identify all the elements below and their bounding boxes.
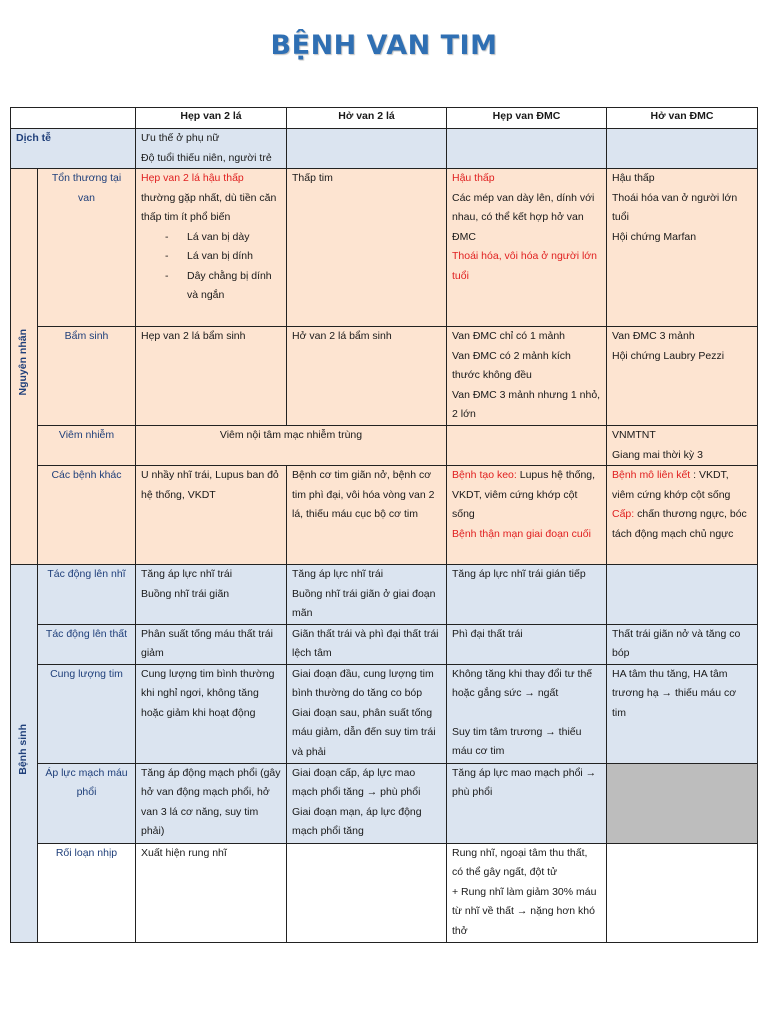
row-bam-sinh	[11, 327, 758, 426]
header-mitral-regurgitation: Hở van 2 lá	[287, 108, 447, 129]
ton-thuong-aortic-regurgitation	[607, 169, 758, 327]
cell-line: Hội chứng Laubry Pezzi	[612, 349, 725, 362]
cell-line: Buồng nhĩ trái giãn ở giai đoạn mãn	[292, 587, 436, 619]
ap-luc-mitral-stenosis: Tăng áp động mạch phổi (gây hở van động mạch phổi, hở van 3 lá cơ năng, suy tim phải)	[136, 763, 287, 843]
that-aortic-regurgitation: Thất trái giãn nở và tăng co bóp	[607, 624, 758, 664]
that-mitral-stenosis: Phân suất tống máu thất trái giảm	[136, 624, 287, 664]
cell-empty	[607, 129, 758, 169]
row-label-cung-luong: Cung lượng tim	[38, 664, 136, 763]
cell-line: Hội chứng Marfan	[612, 230, 697, 243]
red-text: Hậu thấp	[452, 172, 495, 184]
cell-line: Van ĐMC 3 mảnh	[612, 330, 695, 342]
row-label-that: Tác động lên thất	[38, 624, 136, 664]
cell-line: Giai đoạn sau, phân suất tống máu giảm, dẫn đến suy tim trái và phải	[292, 706, 436, 758]
dash-item: - Lá van bị dính	[165, 250, 253, 262]
ton-thuong-aortic-stenosis	[447, 169, 607, 327]
row-cung-luong	[11, 664, 758, 763]
cell-line: + Rung nhĩ làm giảm 30% máu từ nhĩ về thất → nặng hơn khó thở	[452, 885, 597, 937]
cung-luong-aortic-stenosis	[447, 664, 607, 763]
page-title: BỆNH VAN TIM	[270, 30, 498, 61]
header-aortic-stenosis: Hẹp van ĐMC	[447, 108, 607, 129]
group-label-text: Bệnh sinh	[17, 724, 30, 775]
bam-sinh-mitral-regurgitation: Hở van 2 lá bẩm sinh	[287, 327, 447, 426]
header-row	[11, 108, 758, 129]
row-ton-thuong	[11, 169, 758, 327]
roi-loan-aortic-regurgitation	[607, 843, 758, 942]
cell-text: Các mép van dày lên, dính với nhau, có thể kết hợp hở van ĐMC	[452, 191, 595, 243]
cung-luong-mitral-stenosis: Cung lượng tim bình thường khi nghỉ ngơi, không tăng hoặc giảm khi hoạt động	[136, 664, 287, 763]
that-aortic-stenosis: Phì đại thất trái	[447, 624, 607, 664]
cell-line: Bệnh tạo keo: Lupus hệ thống, VKDT, viêm cứng khớp cột sống	[452, 469, 596, 520]
header-mitral-stenosis: Hẹp van 2 lá	[136, 108, 287, 129]
cell-line: Thoái hóa van ở người lớn tuổi	[612, 191, 738, 223]
cell-line: Hậu thấp	[612, 172, 655, 184]
benh-khac-aortic-stenosis	[447, 466, 607, 565]
red-text: Hẹp van 2 lá hậu thấp	[141, 172, 244, 184]
row-label-dich-te: Dịch tễ	[11, 129, 136, 169]
row-roi-loan	[11, 843, 758, 942]
dich-te-line: Độ tuổi thiếu niên, người trẻ	[141, 151, 272, 164]
row-label-nhi: Tác động lên nhĩ	[38, 565, 136, 625]
cell-line: Giai đoạn đầu, cung lượng tim bình thường do tăng co bóp	[292, 667, 434, 699]
viem-nhiem-merged: Viêm nội tâm mạc nhiễm trùng	[136, 426, 447, 466]
ap-luc-aortic-stenosis: Tăng áp lực mao mạch phổi → phù phổi	[447, 763, 607, 843]
cell-empty	[447, 426, 607, 466]
bam-sinh-mitral-stenosis: Hẹp van 2 lá bẩm sinh	[136, 327, 287, 426]
benh-khac-mitral-stenosis: U nhầy nhĩ trái, Lupus ban đỏ hệ thống, VKDT	[136, 466, 287, 565]
group-label-text: Nguyên nhân	[17, 329, 30, 396]
cell-text: thường gặp nhất, dù tiền căn thấp tim ít phổ biến	[141, 191, 277, 223]
bam-sinh-aortic-regurgitation	[607, 327, 758, 426]
nhi-aortic-stenosis: Tăng áp lực nhĩ trái gián tiếp	[447, 565, 607, 625]
that-mitral-regurgitation: Giãn thất trái và phì đại thất trái lệch tâm	[287, 624, 447, 664]
cell-line: Giang mai thời kỳ 3	[612, 448, 703, 461]
cell-line: Cấp: chấn thương ngực, bóc tách động mạch chủ ngực	[612, 508, 747, 540]
ton-thuong-mitral-regurgitation: Thấp tim	[287, 169, 447, 327]
red-text: Bệnh thận mạn giai đoạn cuối	[452, 527, 591, 540]
viem-nhiem-aortic-regurgitation	[607, 426, 758, 466]
dich-te-line: Ưu thế ở phụ nữ	[141, 132, 220, 144]
cell-line: Bệnh mô liên kết : VKDT, viêm cứng khớp cột sống	[612, 469, 731, 501]
cell-line: Giai đoạn cấp, áp lực mao mạch phổi tăng → phù phổi	[292, 766, 421, 798]
ap-luc-mitral-regurgitation	[287, 763, 447, 843]
cell-line: Tăng áp lực nhĩ trái	[292, 568, 384, 580]
nhi-mitral-stenosis	[136, 565, 287, 625]
row-label-ton-thuong: Tổn thương tại van	[38, 169, 136, 327]
dich-te-mitral-stenosis	[136, 129, 287, 169]
row-that	[11, 624, 758, 664]
cell-line: Không tăng khi thay đổi tư thế hoặc gắng sức → ngất	[452, 667, 593, 699]
row-viem-nhiem	[11, 426, 758, 466]
nhi-mitral-regurgitation	[287, 565, 447, 625]
ton-thuong-mitral-stenosis	[136, 169, 287, 327]
header-blank	[11, 108, 136, 129]
bam-sinh-aortic-stenosis	[447, 327, 607, 426]
row-nhi	[11, 565, 758, 625]
cell-line: Van ĐMC có 2 mảnh kích thước không đều	[452, 349, 571, 381]
row-label-roi-loan: Rối loạn nhịp	[38, 843, 136, 942]
roi-loan-aortic-stenosis	[447, 843, 607, 942]
dash-item: - Dây chằng bị dính và ngắn	[165, 269, 272, 301]
dash-item: - Lá van bị dày	[165, 230, 250, 243]
cell-line: Suy tim tâm trương → thiếu máu cơ tim	[452, 725, 582, 757]
nhi-aortic-regurgitation	[607, 565, 758, 625]
cell-line: Buồng nhĩ trái giãn	[141, 587, 230, 600]
cell-line: Van ĐMC 3 mảnh nhưng 1 nhỏ, 2 lớn	[452, 388, 601, 420]
row-dich-te	[11, 129, 758, 169]
valve-disease-table	[10, 107, 758, 943]
cell-line: Tăng áp lực nhĩ trái	[141, 568, 233, 580]
cung-luong-aortic-regurgitation: HA tâm thu tăng, HA tâm trương hạ → thiếu máu cơ tim	[607, 664, 758, 763]
roi-loan-mitral-stenosis: Xuất hiện rung nhĩ	[136, 843, 287, 942]
cell-line: VNMTNT	[612, 429, 656, 441]
roi-loan-mitral-regurgitation	[287, 843, 447, 942]
cell-empty	[287, 129, 447, 169]
header-aortic-regurgitation: Hở van ĐMC	[607, 108, 758, 129]
row-label-viem-nhiem: Viêm nhiễm	[38, 426, 136, 466]
cell-line: Giai đoạn mạn, áp lực động mạch phổi tăng	[292, 805, 422, 837]
benh-khac-aortic-regurgitation	[607, 466, 758, 565]
cell-line: Rung nhĩ, ngoại tâm thu thất, có thể gây ngất, đột tử	[452, 846, 588, 878]
ap-luc-aortic-regurgitation-shaded	[607, 763, 758, 843]
group-label-benh-sinh	[11, 565, 38, 943]
group-label-nguyen-nhan	[11, 169, 38, 565]
cell-empty	[447, 129, 607, 169]
cell-line: Van ĐMC chỉ có 1 mảnh	[452, 330, 566, 342]
benh-khac-mitral-regurgitation: Bệnh cơ tim giãn nở, bệnh cơ tim phì đại, vôi hóa vòng van 2 lá, thiếu máu cục bộ cơ tim	[287, 466, 447, 565]
row-label-bam-sinh: Bẩm sinh	[38, 327, 136, 426]
cung-luong-mitral-regurgitation	[287, 664, 447, 763]
row-ap-luc	[11, 763, 758, 843]
row-label-ap-luc: Áp lực mạch máu phổi	[38, 763, 136, 843]
row-benh-khac	[11, 466, 758, 565]
row-label-benh-khac: Các bệnh khác	[38, 466, 136, 565]
red-text: Thoái hóa, vôi hóa ở người lớn tuổi	[452, 250, 598, 282]
